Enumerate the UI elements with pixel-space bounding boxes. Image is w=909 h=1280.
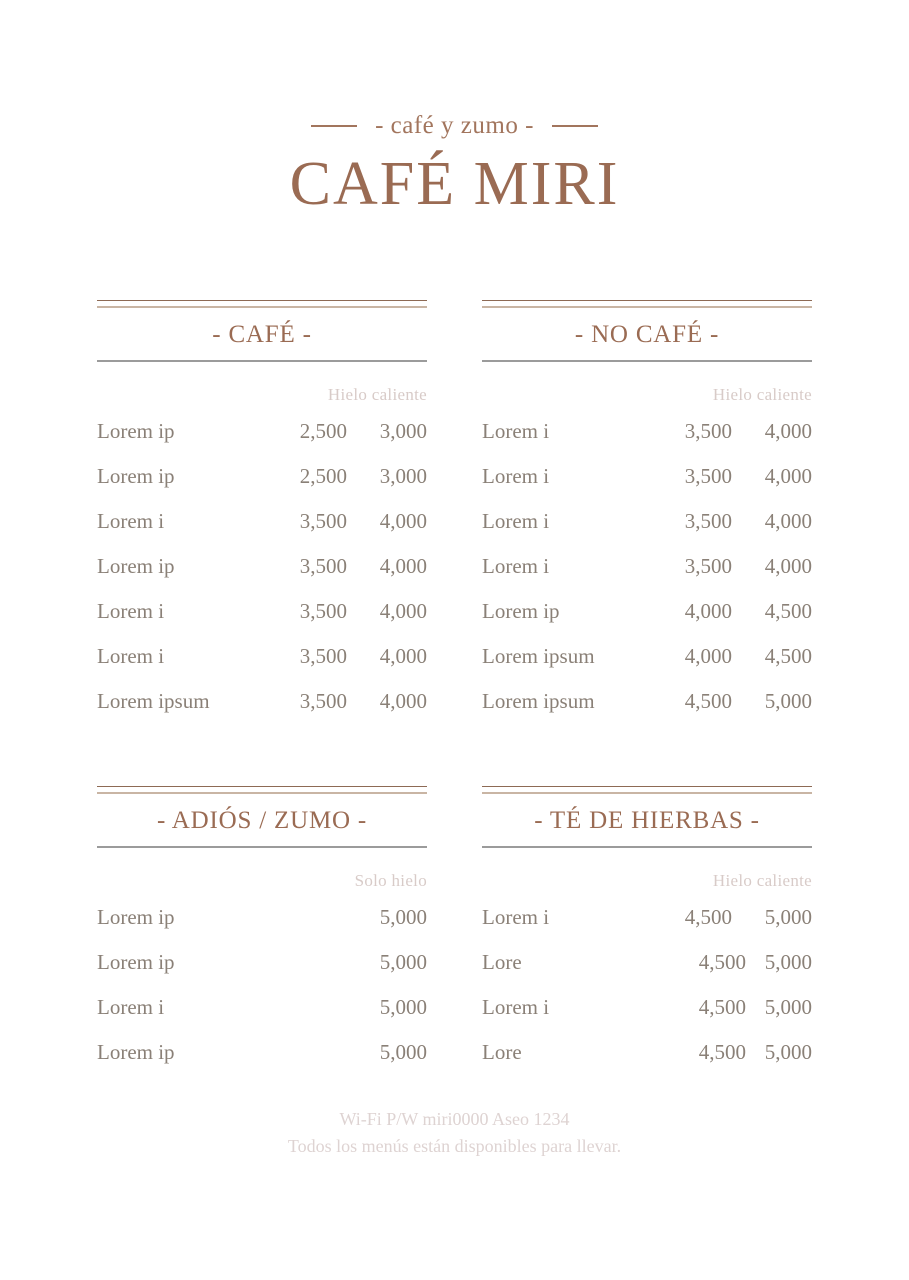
menu-item-price: 3,000 bbox=[379, 419, 427, 443]
section-rule-top bbox=[97, 300, 427, 308]
menu-item-price: 4,000 bbox=[379, 599, 427, 623]
menu-item-list bbox=[97, 409, 427, 724]
section-title: - ADIÓS / ZUMO - bbox=[156, 807, 368, 834]
menu-item-price: 4,500 bbox=[684, 905, 732, 929]
menu-item-row bbox=[97, 499, 427, 544]
menu-item-price: 5,000 bbox=[764, 689, 812, 713]
menu-item-name: Lorem i bbox=[482, 419, 550, 443]
menu-item-row bbox=[482, 409, 812, 454]
menu-item-name: Lorem ip bbox=[97, 419, 175, 443]
menu-item-price: 4,500 bbox=[684, 689, 732, 713]
menu-item-price: 2,500 bbox=[299, 419, 347, 443]
page-title: CAFÉ MIRI bbox=[289, 150, 620, 218]
menu-item-price: 5,000 bbox=[764, 1040, 812, 1064]
menu-item-name: Lorem i bbox=[482, 995, 550, 1019]
menu-item-price: 4,500 bbox=[764, 644, 812, 668]
menu-item-price: 4,000 bbox=[379, 554, 427, 578]
menu-item-row bbox=[97, 589, 427, 634]
menu-item-row bbox=[482, 634, 812, 679]
menu-item-price: 4,000 bbox=[764, 419, 812, 443]
menu-item-price: 3,500 bbox=[684, 419, 732, 443]
menu-item-price: 3,500 bbox=[684, 554, 732, 578]
menu-item-row bbox=[482, 544, 812, 589]
menu-item-price: 5,000 bbox=[379, 1040, 427, 1064]
menu-item-name: Lorem i bbox=[97, 509, 165, 533]
menu-section bbox=[482, 300, 812, 724]
menu-item-name: Lorem ip bbox=[97, 950, 175, 974]
section-rule-bottom bbox=[97, 360, 427, 362]
section-heading bbox=[482, 300, 812, 362]
menu-item-name: Lorem ipsum bbox=[482, 689, 595, 713]
menu-item-list bbox=[482, 409, 812, 724]
menu-item-price: 5,000 bbox=[764, 950, 812, 974]
menu-item-price: 3,500 bbox=[299, 554, 347, 578]
price-column-caption: Solo hielo bbox=[354, 871, 427, 890]
menu-header bbox=[0, 0, 909, 218]
menu-item-price: 4,000 bbox=[379, 644, 427, 668]
menu-item-price: 3,500 bbox=[684, 464, 732, 488]
menu-item-name: Lorem i bbox=[97, 644, 165, 668]
menu-item-row bbox=[97, 454, 427, 499]
menu-item-price: 2,500 bbox=[299, 464, 347, 488]
menu-item-row bbox=[97, 634, 427, 679]
menu-item-price: 5,000 bbox=[379, 995, 427, 1019]
subtitle-row bbox=[0, 112, 909, 140]
menu-section bbox=[482, 786, 812, 1075]
menu-item-list bbox=[482, 895, 812, 1075]
section-rule-bottom bbox=[482, 360, 812, 362]
menu-item-name: Lorem ipsum bbox=[482, 644, 595, 668]
section-title: - CAFÉ - bbox=[212, 321, 312, 348]
section-heading bbox=[482, 786, 812, 848]
price-column-caption: Hielo caliente bbox=[327, 385, 427, 404]
menu-item-name: Lorem ip bbox=[97, 905, 175, 929]
menu-item-price: 4,000 bbox=[764, 509, 812, 533]
dash-left-icon bbox=[311, 125, 357, 127]
menu-item-row bbox=[97, 1030, 427, 1075]
menu-item-name: Lorem ip bbox=[482, 599, 560, 623]
sections-row-bottom bbox=[97, 786, 813, 1075]
section-heading bbox=[97, 786, 427, 848]
menu-item-price: 5,000 bbox=[764, 995, 812, 1019]
section-title: - NO CAFÉ - bbox=[574, 321, 720, 348]
menu-item-price: 4,000 bbox=[764, 464, 812, 488]
menu-item-name: Lorem ip bbox=[97, 554, 175, 578]
menu-section bbox=[97, 786, 427, 1075]
footer-note-line: Todos los menús están disponibles para llevar. bbox=[287, 1136, 622, 1156]
menu-item-price: 4,000 bbox=[684, 644, 732, 668]
menu-item-row bbox=[482, 454, 812, 499]
section-title: - TÉ DE HIERBAS - bbox=[534, 807, 760, 834]
menu-item-price: 3,500 bbox=[299, 644, 347, 668]
menu-subtitle: - café y zumo - bbox=[375, 112, 534, 139]
menu-item-list bbox=[97, 895, 427, 1075]
menu-item-price: 4,000 bbox=[764, 554, 812, 578]
menu-item-price: 5,000 bbox=[379, 905, 427, 929]
menu-item-name: Lorem ipsum bbox=[97, 689, 210, 713]
section-rule-top bbox=[482, 300, 812, 308]
sections-row-top bbox=[97, 300, 813, 724]
menu-item-price: 4,000 bbox=[379, 509, 427, 533]
menu-item-price: 4,500 bbox=[698, 995, 746, 1019]
menu-item-row bbox=[482, 985, 812, 1030]
menu-item-name: Lore bbox=[482, 950, 522, 974]
menu-item-name: Lorem i bbox=[482, 509, 550, 533]
menu-item-price: 4,500 bbox=[698, 1040, 746, 1064]
menu-item-price: 4,000 bbox=[684, 599, 732, 623]
menu-item-name: Lorem i bbox=[482, 464, 550, 488]
footer-wifi-line: Wi-Fi P/W miri0000 Aseo 1234 bbox=[339, 1109, 570, 1129]
menu-item-row bbox=[482, 589, 812, 634]
menu-item-row bbox=[482, 895, 812, 940]
section-rule-top bbox=[482, 786, 812, 794]
menu-item-price: 3,500 bbox=[299, 509, 347, 533]
menu-item-name: Lorem i bbox=[482, 554, 550, 578]
menu-item-name: Lorem i bbox=[482, 905, 550, 929]
menu-item-row bbox=[97, 895, 427, 940]
menu-item-row bbox=[482, 1030, 812, 1075]
menu-section bbox=[97, 300, 427, 724]
dash-right-icon bbox=[552, 125, 598, 127]
section-rule-bottom bbox=[97, 846, 427, 848]
menu-item-price: 4,500 bbox=[698, 950, 746, 974]
menu-item-row bbox=[97, 544, 427, 589]
menu-item-price: 5,000 bbox=[379, 950, 427, 974]
menu-item-name: Lorem ip bbox=[97, 464, 175, 488]
menu-item-price: 3,500 bbox=[299, 689, 347, 713]
menu-item-price: 4,500 bbox=[764, 599, 812, 623]
menu-sections-grid bbox=[97, 300, 813, 1075]
menu-item-price: 3,500 bbox=[299, 599, 347, 623]
menu-item-name: Lorem ip bbox=[97, 1040, 175, 1064]
section-rule-bottom bbox=[482, 846, 812, 848]
menu-item-row bbox=[97, 940, 427, 985]
menu-item-row bbox=[482, 499, 812, 544]
section-heading bbox=[97, 300, 427, 362]
menu-item-name: Lore bbox=[482, 1040, 522, 1064]
price-column-caption: Hielo caliente bbox=[712, 385, 812, 404]
menu-item-row bbox=[97, 985, 427, 1030]
menu-item-row bbox=[97, 409, 427, 454]
menu-footer bbox=[0, 1106, 909, 1160]
menu-item-name: Lorem i bbox=[97, 599, 165, 623]
section-rule-top bbox=[97, 786, 427, 794]
menu-item-price: 3,500 bbox=[684, 509, 732, 533]
price-column-caption: Hielo caliente bbox=[712, 871, 812, 890]
menu-item-row bbox=[482, 940, 812, 985]
menu-item-price: 5,000 bbox=[764, 905, 812, 929]
menu-item-price: 4,000 bbox=[379, 689, 427, 713]
menu-item-row bbox=[482, 679, 812, 724]
menu-item-name: Lorem i bbox=[97, 995, 165, 1019]
menu-item-row bbox=[97, 679, 427, 724]
menu-item-price: 3,000 bbox=[379, 464, 427, 488]
